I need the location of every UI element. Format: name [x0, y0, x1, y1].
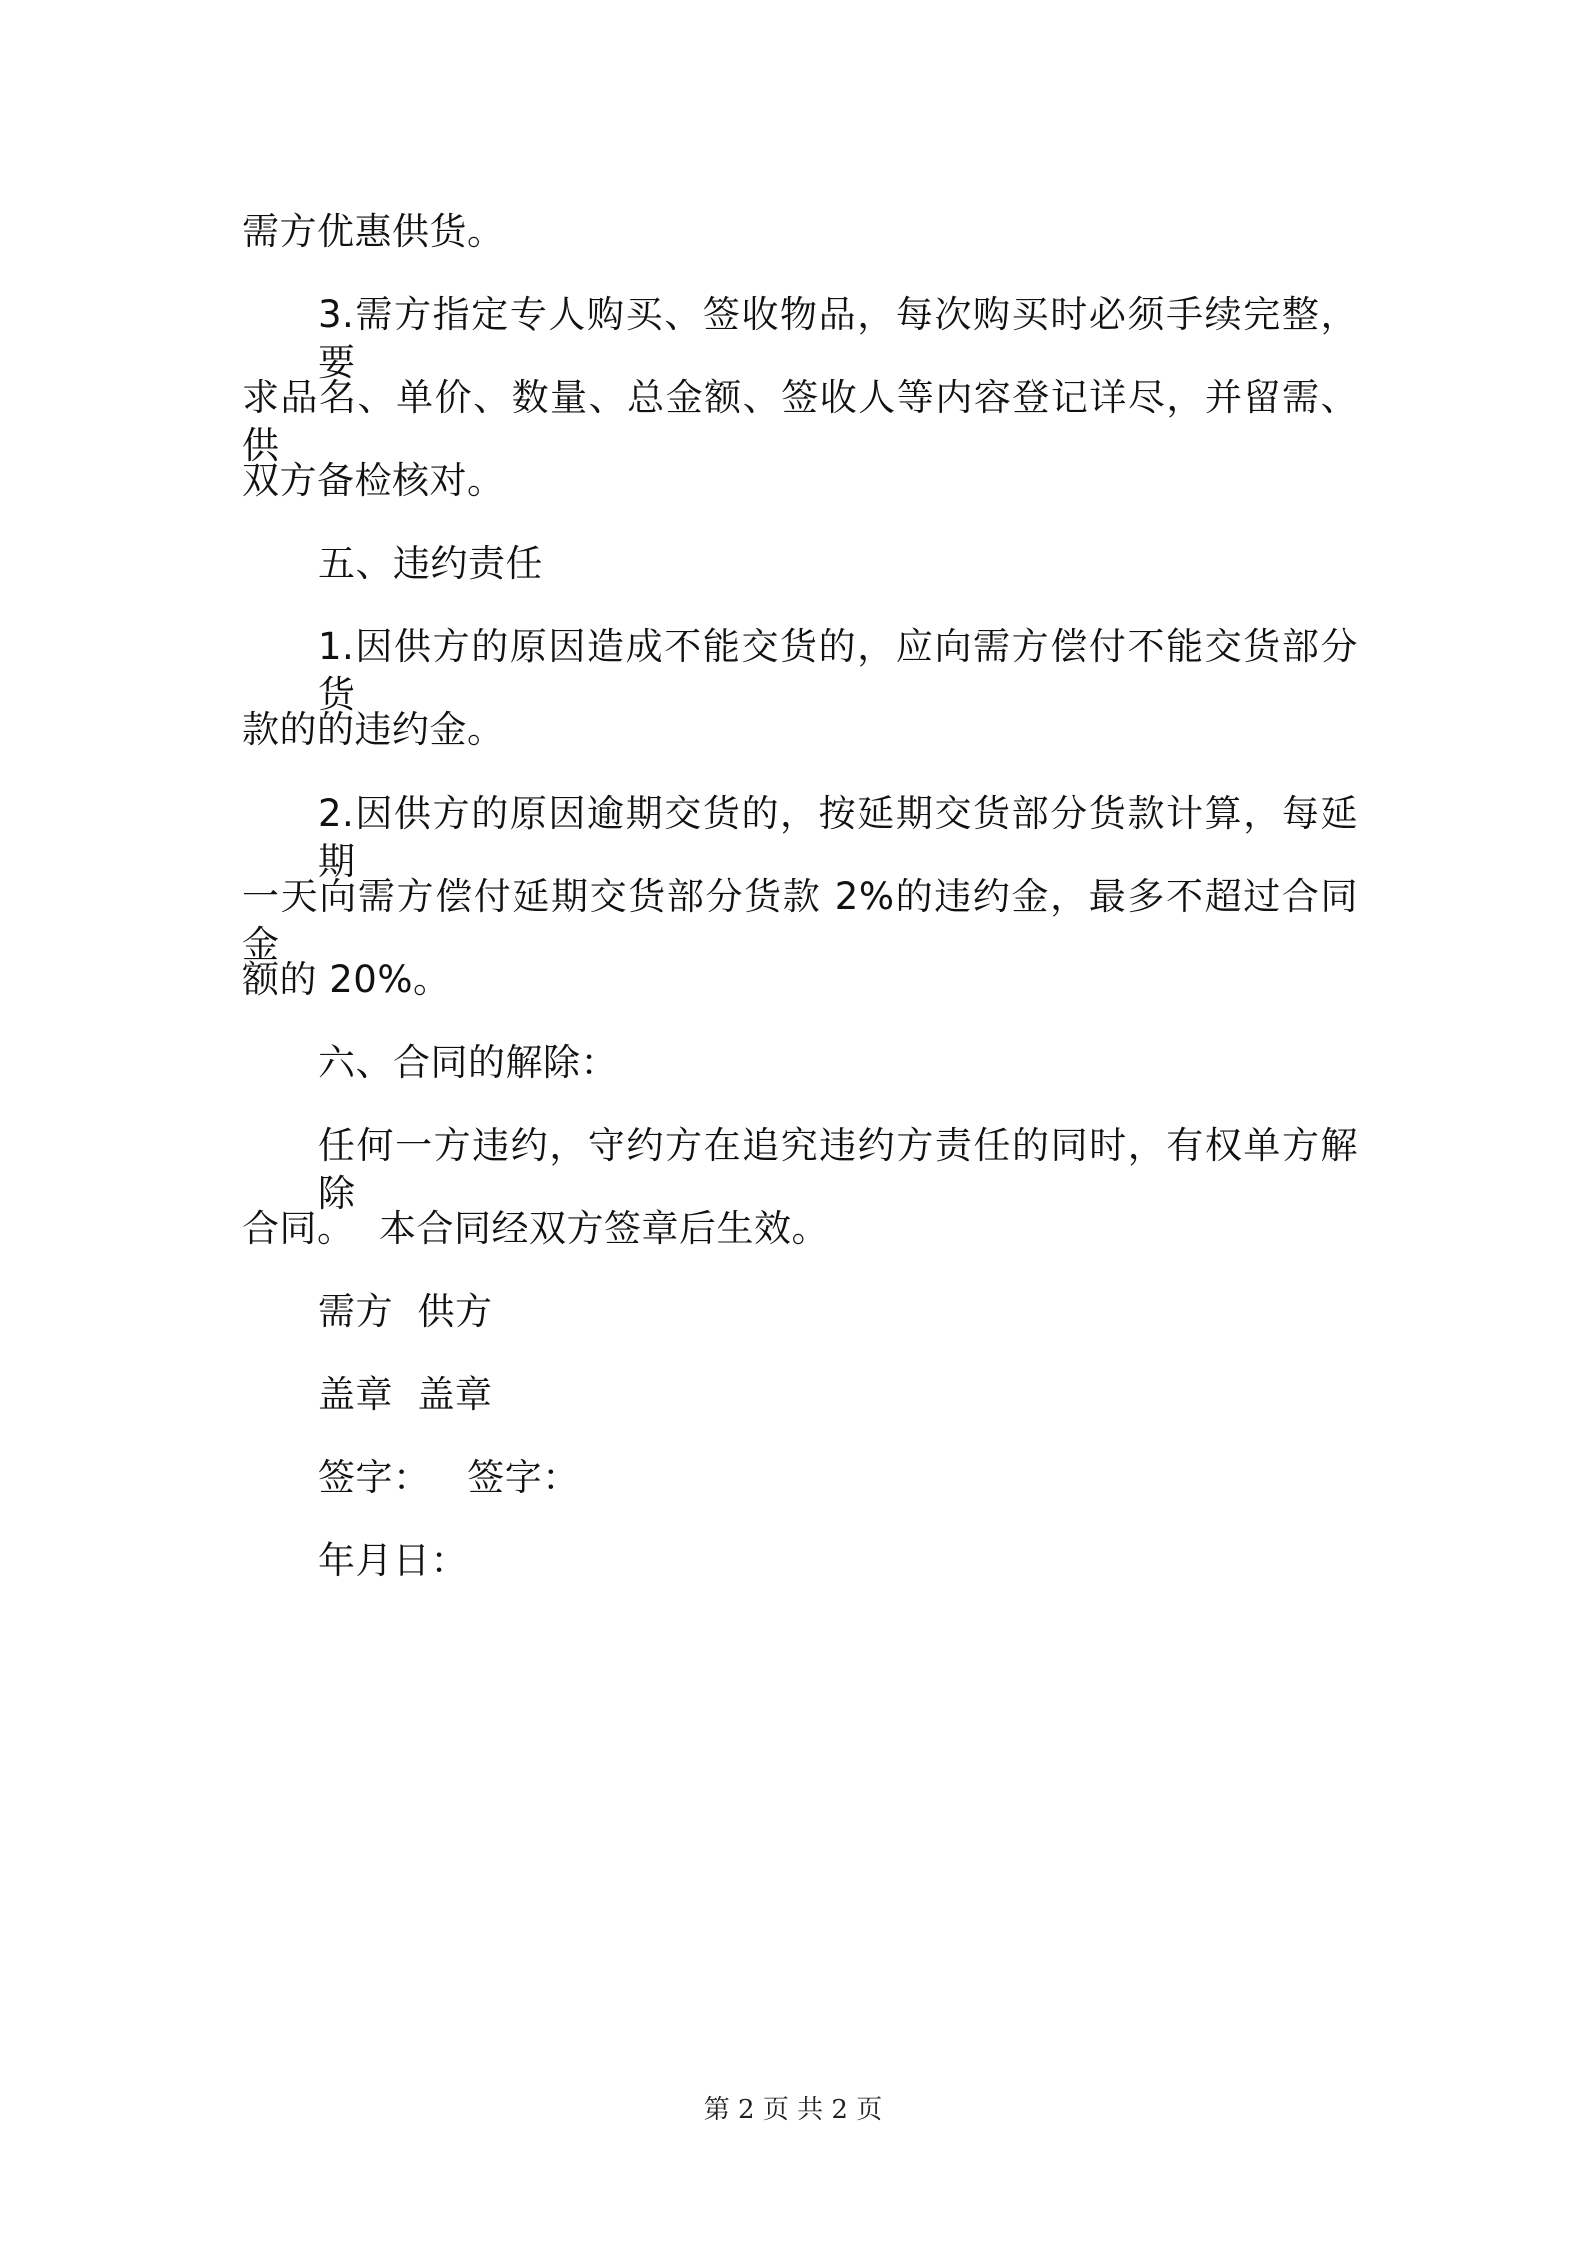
signature-seal: 盖章 盖章 — [318, 1373, 493, 1416]
paragraph-line: 额的 20%。 — [242, 958, 451, 1001]
signature-date: 年月日： — [318, 1539, 468, 1582]
signature-parties: 需方 供方 — [318, 1290, 493, 1333]
signature-sign: 签字： 签字： — [318, 1456, 580, 1499]
section-heading: 五、违约责任 — [318, 542, 543, 585]
section-heading: 六、合同的解除： — [318, 1041, 618, 1084]
paragraph-line: 1.因供方的原因造成不能交货的，应向需方偿付不能交货部分货 — [318, 625, 1358, 716]
paragraph-line: 双方备检核对。 — [242, 459, 505, 502]
paragraph-line: 3.需方指定专人购买、签收物品，每次购买时必须手续完整，要 — [318, 293, 1358, 384]
paragraph-line: 合同。 本合同经双方签章后生效。 — [242, 1207, 830, 1250]
paragraph-line: 一天向需方偿付延期交货部分货款 2%的违约金，最多不超过合同金 — [242, 875, 1358, 966]
page-footer: 第 2 页 共 2 页 — [703, 2095, 883, 2125]
paragraph-line: 任何一方违约，守约方在追究违约方责任的同时，有权单方解除 — [318, 1124, 1358, 1215]
paragraph-line: 求品名、单价、数量、总金额、签收人等内容登记详尽，并留需、供 — [242, 376, 1358, 467]
paragraph-line: 需方优惠供货。 — [242, 210, 505, 253]
paragraph-line: 款的的违约金。 — [242, 708, 505, 751]
paragraph-line: 2.因供方的原因逾期交货的，按延期交货部分货款计算，每延期 — [318, 792, 1358, 883]
